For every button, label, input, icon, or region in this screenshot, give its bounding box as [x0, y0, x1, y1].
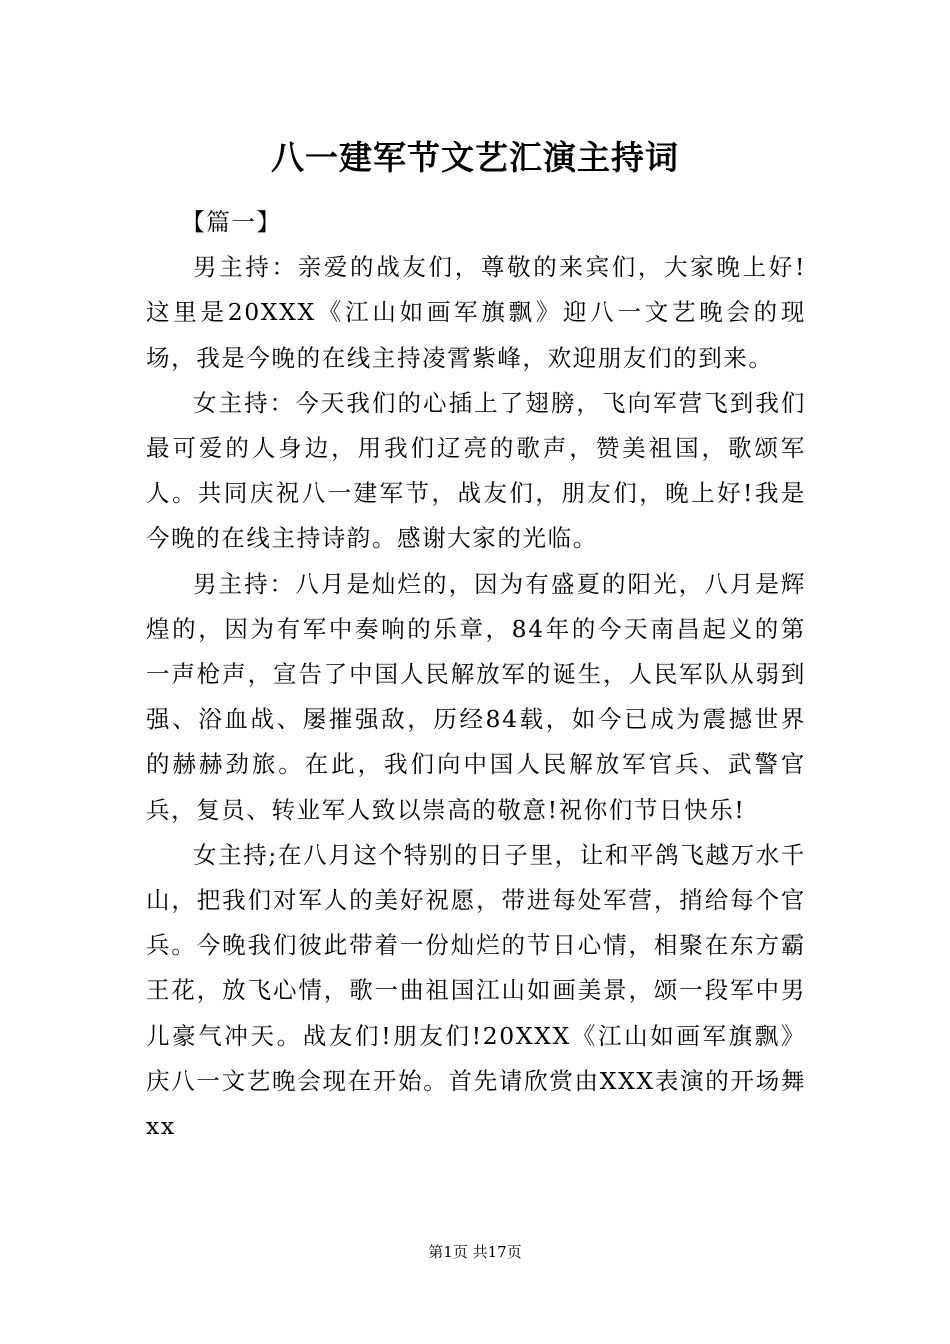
paragraph-female-host-1: 女主持：今天我们的心插上了翅膀，飞向军营飞到我们最可爱的人身边，用我们辽亮的歌声，赞美祖国，歌颂军人。共同庆祝八一建军节，战友们，朋友们，晚上好!我是今晚的在线主持诗韵。感谢大家的光临。 [146, 388, 806, 553]
page-footer: 第1页 共17页 [428, 1243, 522, 1261]
paragraph-male-host-2: 男主持：八月是灿烂的，因为有盛夏的阳光，八月是辉煌的，因为有军中奏响的乐章，84年的今天南昌起义的第一声枪声，宣告了中国人民解放军的诞生，人民军队从弱到强、浴血战、屡摧强敌，历经84载，如今已成为震撼世界的赫赫劲旅。在此，我们向中国人民解放军官兵、武警官兵，复员、转业军人致以崇高的敬意!祝你们节日快乐! [146, 569, 806, 824]
paragraph-male-host-1: 男主持：亲爱的战友们，尊敬的来宾们，大家晚上好!这里是20XXX《江山如画军旗飘》迎八一文艺晚会的现场，我是今晚的在线主持凌霄紫峰，欢迎朋友们的到来。 [146, 253, 806, 372]
paragraph-female-host-2: 女主持;在八月这个特别的日子里，让和平鸽飞越万水千山，把我们对军人的美好祝愿，带进每处军营，捎给每个官兵。今晚我们彼此带着一份灿烂的节日心情，相聚在东方霸王花，放飞心情，歌一曲祖国江山如画美景，颂一段军中男儿豪气冲天。战友们!朋友们!20XXX《江山如画军旗飘》庆八一文艺晚会现在开始。首先请欣赏由XXX表演的开场舞xx [146, 840, 806, 1141]
document-body [146, 200, 806, 1149]
section-heading: 【篇一】 [181, 208, 282, 236]
page-title: 八一建军节文艺汇演主持词 [271, 138, 679, 177]
